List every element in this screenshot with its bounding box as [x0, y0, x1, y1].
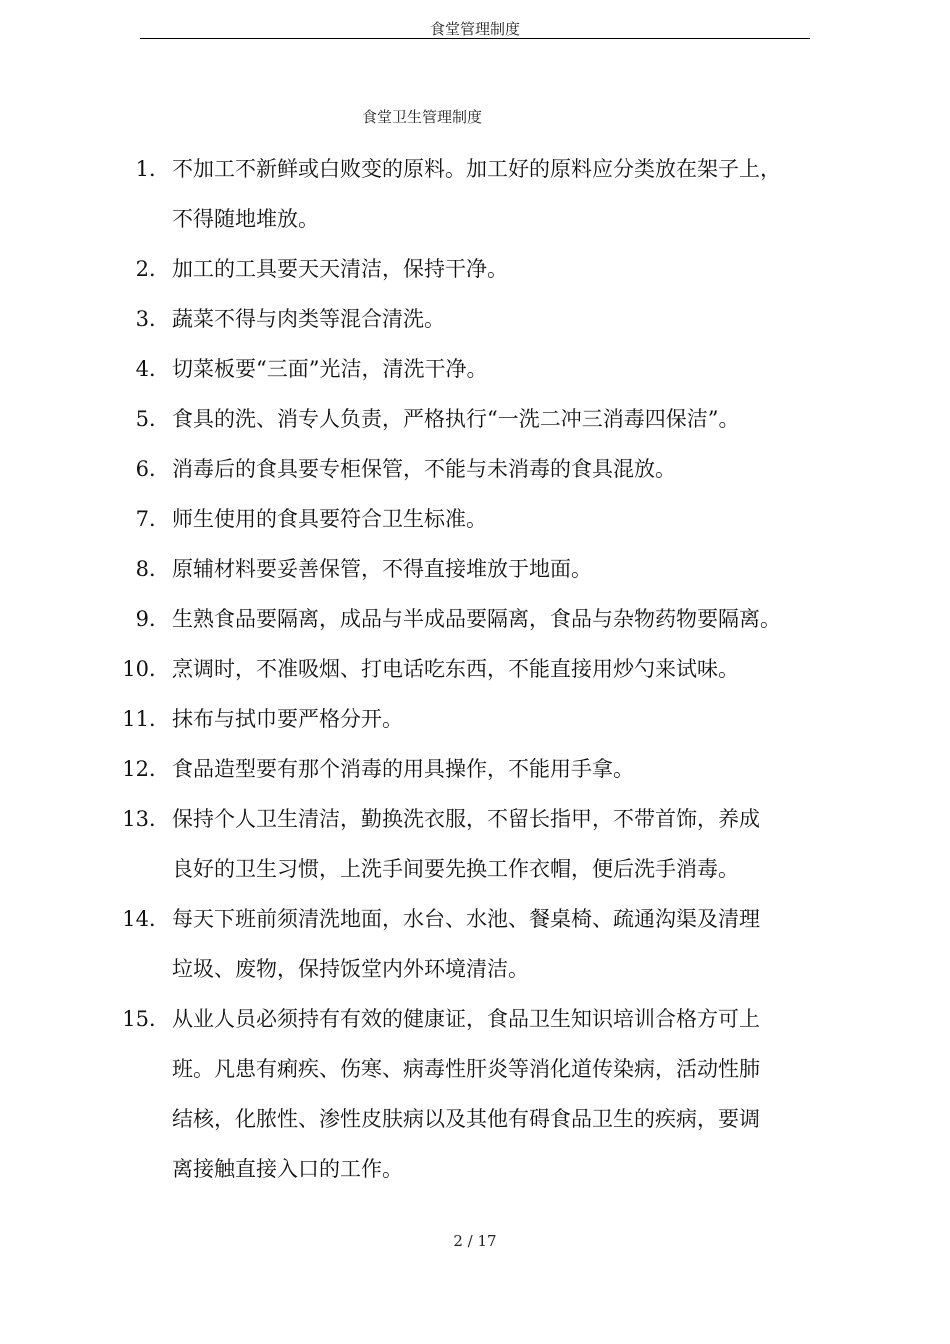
item-text-line: 从业人员必须持有有效的健康证，食品卫生知识培训合格方可上 — [172, 1007, 760, 1031]
list-item — [0, 394, 950, 444]
item-number: 4． — [135, 357, 170, 381]
list-item — [0, 594, 950, 644]
item-text-line: 保持个人卫生清洁，勤换洗衣服，不留长指甲，不带首饰，养成 — [172, 807, 760, 831]
document-title: 食堂卫生管理制度 — [361, 108, 482, 126]
list-item — [0, 144, 950, 244]
item-text-line: 不得随地堆放。 — [172, 207, 319, 231]
item-text-line: 烹调时，不准吸烟、打电话吃东西，不能直接用炒勺来试味。 — [172, 657, 739, 681]
item-number: 11． — [122, 707, 170, 731]
rules-list — [0, 144, 950, 1194]
item-number: 13． — [122, 807, 170, 831]
item-number: 9． — [135, 607, 170, 631]
item-text-line: 良好的卫生习惯，上洗手间要先换工作衣帽，便后洗手消毒。 — [172, 857, 739, 881]
item-text-line: 加工的工具要天天清洁，保持干净。 — [172, 257, 508, 281]
item-number: 12． — [122, 757, 170, 781]
list-item — [0, 794, 950, 894]
item-text-line: 不加工不新鲜或白败变的原料。加工好的原料应分类放在架子上， — [172, 157, 781, 181]
list-item — [0, 444, 950, 494]
header-title: 食堂管理制度 — [429, 20, 520, 38]
list-item — [0, 744, 950, 794]
list-item — [0, 644, 950, 694]
list-item — [0, 244, 950, 294]
item-text-line: 班。凡患有痢疾、伤寒、病毒性肝炎等消化道传染病，活动性肺 — [172, 1057, 760, 1081]
page-number: 2 / 17 — [453, 1232, 497, 1250]
item-text-line: 垃圾、废物，保持饭堂内外环境清洁。 — [172, 957, 529, 981]
item-number: 5． — [135, 407, 170, 431]
item-text-line: 消毒后的食具要专柜保管，不能与未消毒的食具混放。 — [172, 457, 676, 481]
item-text-line: 原辅材料要妥善保管，不得直接堆放于地面。 — [172, 557, 592, 581]
page-header — [140, 0, 810, 39]
list-item — [0, 544, 950, 594]
list-item — [0, 294, 950, 344]
item-text-line: 食品造型要有那个消毒的用具操作，不能用手拿。 — [172, 757, 634, 781]
item-text-line: 离接触直接入口的工作。 — [172, 1157, 403, 1181]
item-number: 2． — [135, 257, 170, 281]
item-number: 7． — [135, 507, 170, 531]
item-number: 3． — [135, 307, 170, 331]
item-number: 10． — [122, 657, 170, 681]
list-item — [0, 694, 950, 744]
item-text-line: 食具的洗、消专人负责，严格执行“一洗二冲三消毒四保洁”。 — [172, 407, 740, 431]
item-text-line: 生熟食品要隔离，成品与半成品要隔离，食品与杂物药物要隔离。 — [172, 607, 781, 631]
list-item — [0, 894, 950, 994]
list-item — [0, 494, 950, 544]
item-number: 14． — [122, 907, 170, 931]
item-text-line: 每天下班前须清洗地面，水台、水池、餐桌椅、疏通沟渠及清理 — [172, 907, 760, 931]
item-number: 6． — [135, 457, 170, 481]
item-text-line: 结核，化脓性、渗性皮肤病以及其他有碍食品卫生的疾病，要调 — [172, 1107, 760, 1131]
item-number: 8． — [135, 557, 170, 581]
list-item — [0, 994, 950, 1194]
item-text-line: 切菜板要“三面”光洁，清洗干净。 — [172, 357, 488, 381]
item-text-line: 师生使用的食具要符合卫生标准。 — [172, 507, 487, 531]
list-item — [0, 344, 950, 394]
item-text-line: 抹布与拭巾要严格分开。 — [172, 707, 403, 731]
item-number: 1． — [135, 157, 170, 181]
item-text-line: 蔬菜不得与肉类等混合清洗。 — [172, 307, 445, 331]
item-number: 15． — [122, 1007, 170, 1031]
